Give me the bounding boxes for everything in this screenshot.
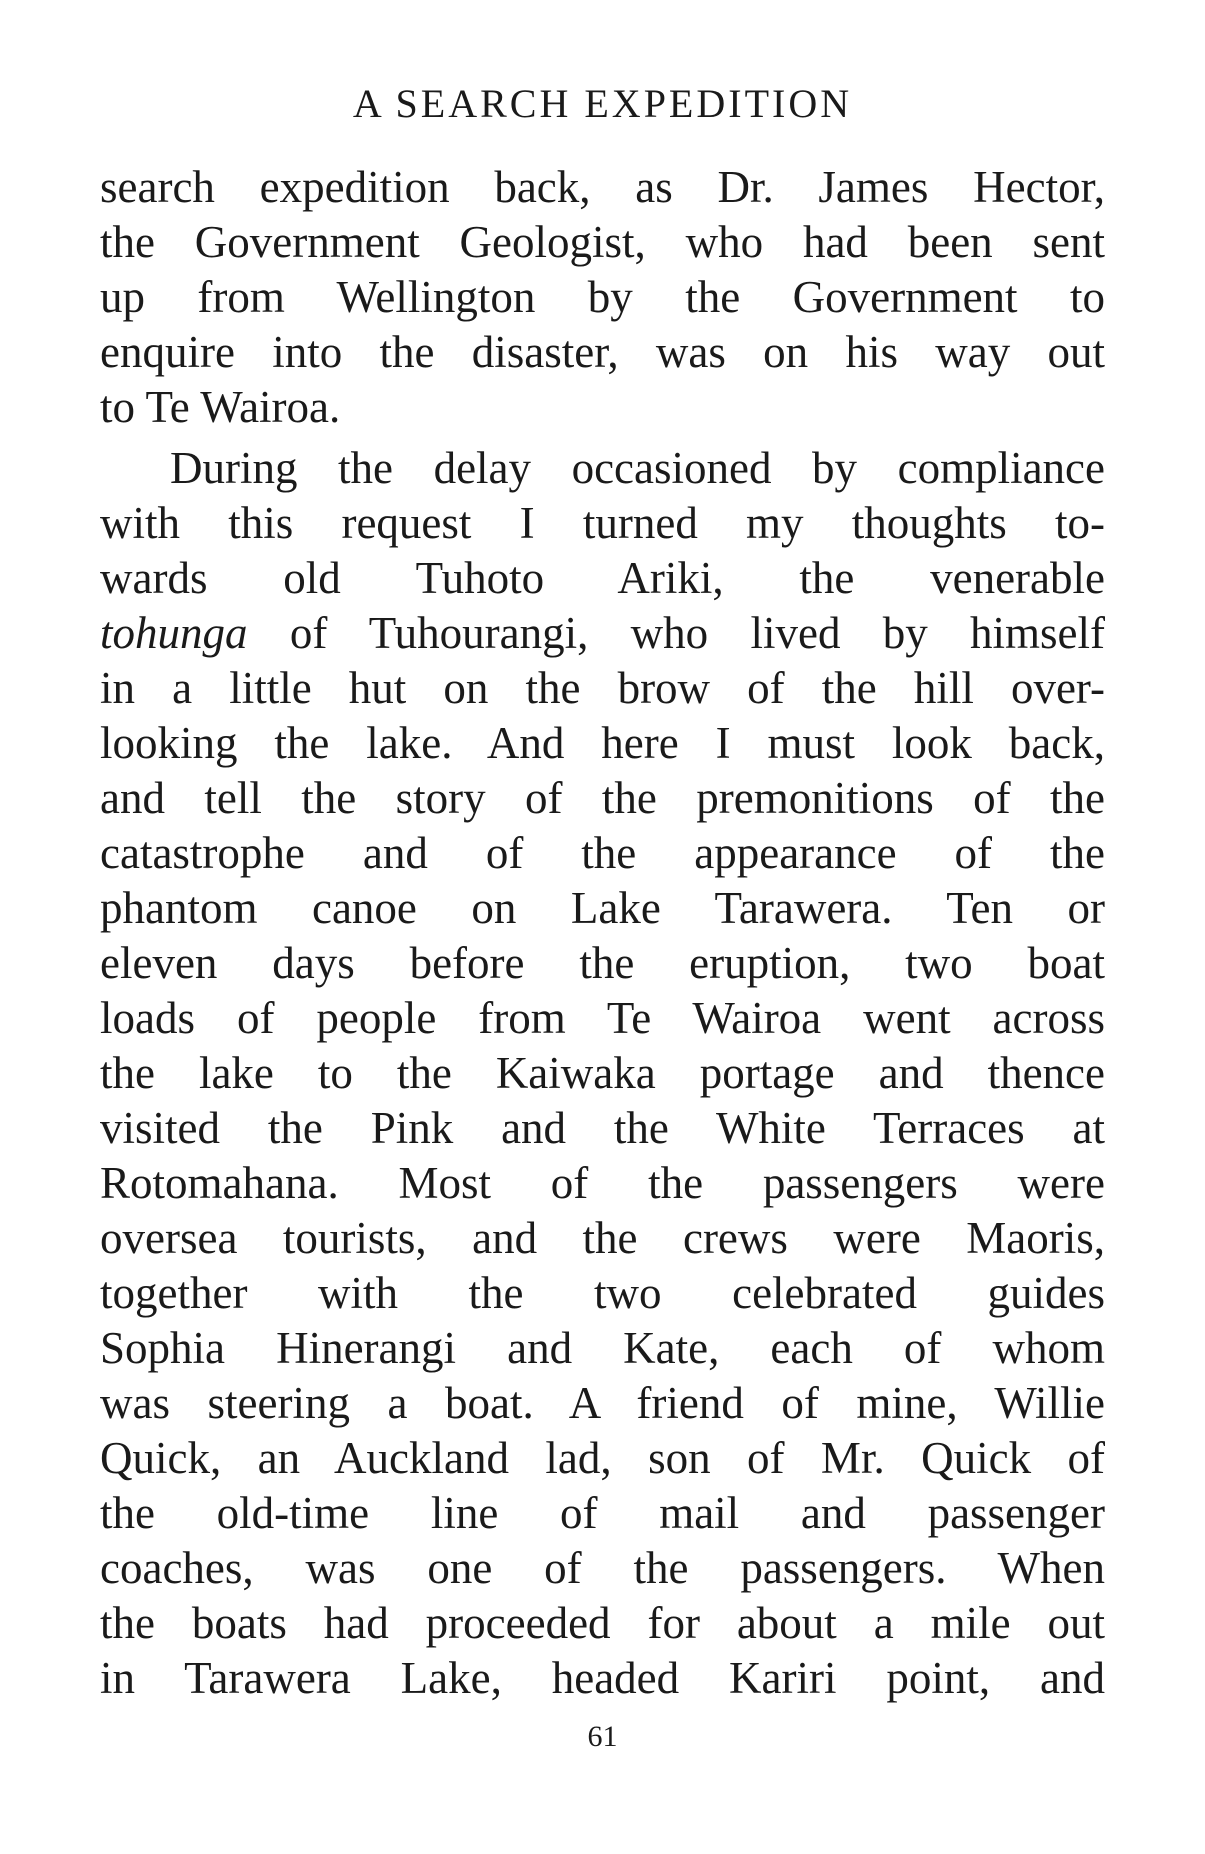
text-line: the old-time line of mail and passenger bbox=[100, 1488, 1105, 1538]
text-line: phantom canoe on Lake Tarawera. Ten or bbox=[100, 883, 1105, 933]
text-line: search expedition back, as Dr. James Hector, bbox=[100, 162, 1105, 212]
text-line: eleven days before the eruption, two boat bbox=[100, 938, 1105, 988]
text-line: in a little hut on the brow of the hill over- bbox=[100, 663, 1105, 713]
text-line: Sophia Hinerangi and Kate, each of whom bbox=[100, 1323, 1105, 1373]
text-line: with this request I turned my thoughts to- bbox=[100, 498, 1105, 548]
text-line bbox=[100, 606, 1105, 661]
text-line-rest: of Tuhourangi, who lived by himself bbox=[289, 608, 1106, 658]
text-line: coaches, was one of the passengers. When bbox=[100, 1543, 1105, 1593]
text-line: enquire into the disaster, was on his way out bbox=[100, 327, 1105, 377]
paragraph bbox=[100, 160, 1105, 435]
text-line: together with the two celebrated guides bbox=[100, 1268, 1105, 1318]
text-line: Quick, an Auckland lad, son of Mr. Quick of bbox=[100, 1433, 1105, 1483]
text-line: the lake to the Kaiwaka portage and thence bbox=[100, 1048, 1105, 1098]
text-line: oversea tourists, and the crews were Maoris, bbox=[100, 1213, 1105, 1263]
text-line: to Te Wairoa. bbox=[100, 382, 341, 432]
running-head: A SEARCH EXPEDITION bbox=[352, 81, 853, 126]
text-line: in Tarawera Lake, headed Kariri point, and bbox=[100, 1653, 1105, 1703]
text-line: Rotomahana. Most of the passengers were bbox=[100, 1158, 1105, 1208]
text-line: was steering a boat. A friend of mine, Willie bbox=[100, 1378, 1105, 1428]
text-line: looking the lake. And here I must look back, bbox=[100, 718, 1105, 768]
text-line: the boats had proceeded for about a mile out bbox=[100, 1598, 1105, 1648]
paragraph bbox=[100, 441, 1105, 1706]
text-line: catastrophe and of the appearance of the bbox=[100, 828, 1105, 878]
text-line: up from Wellington by the Government to bbox=[100, 272, 1105, 322]
text-line: wards old Tuhoto Ariki, the venerable bbox=[100, 553, 1105, 603]
text-line: During the delay occasioned by compliance bbox=[170, 443, 1105, 493]
text-line: visited the Pink and the White Terraces at bbox=[100, 1103, 1105, 1153]
text-line: the Government Geologist, who had been sent bbox=[100, 217, 1105, 267]
italic-term: tohunga bbox=[100, 608, 248, 658]
body-text bbox=[100, 160, 1105, 1706]
text-line: and tell the story of the premonitions of the bbox=[100, 773, 1105, 823]
page-number: 61 bbox=[587, 1720, 618, 1753]
text-line: loads of people from Te Wairoa went across bbox=[100, 993, 1105, 1043]
